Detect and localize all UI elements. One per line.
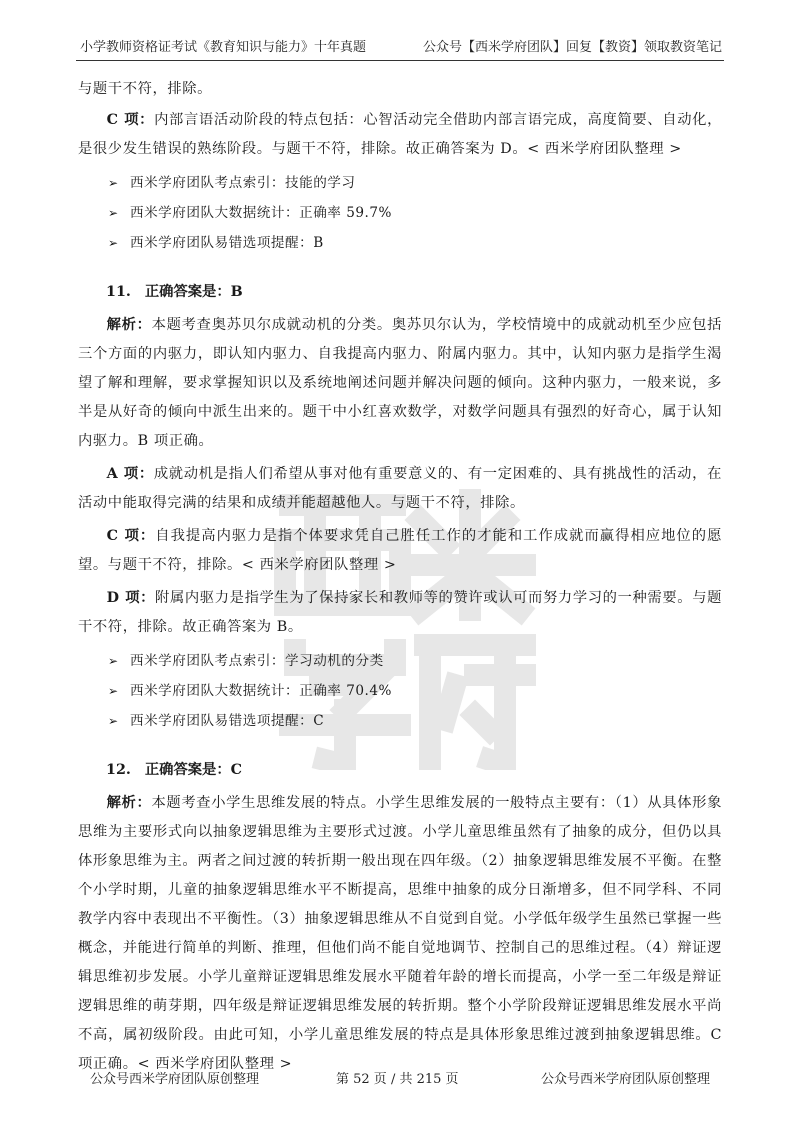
- list-item: [78, 646, 722, 676]
- q12-analysis: [78, 789, 722, 1079]
- continuation-line: 与题干不符，排除。: [78, 81, 213, 97]
- list-item-text: 西米学府团队考点索引：技能的学习: [130, 175, 356, 191]
- q11-option-c: [78, 522, 722, 580]
- arrow-bullet-icon: ➢: [108, 714, 119, 728]
- question-12-heading: [78, 756, 722, 785]
- list-item: [78, 706, 722, 736]
- option-text: 自我提高内驱力是指个体要求凭自己胜任工作的才能和工作成就而赢得相应地位的愿望。与题干不符，排除。< 西米学府团队整理 >: [78, 528, 722, 573]
- list-item-text: 西米学府团队易错选项提醒：B: [130, 235, 324, 251]
- option-label: A 项：: [106, 466, 154, 482]
- q11-notes: [78, 646, 722, 736]
- question-number: 11.: [106, 284, 131, 300]
- list-item: [78, 228, 722, 258]
- analysis-text: 本题考查奥苏贝尔成就动机的分类。奥苏贝尔认为，学校情境中的成就动机至少应包括三个方面的内驱力，即认知内驱力、自我提高内驱力、附属内驱力。其中，认知内驱力是指学生渴望了解和理解，要求掌握知识以及系统地阐述问题并解决问题的倾向。这种内驱力，一般来说，多半是从好奇的倾向中派生出来的。题干中小红喜欢数学，对数学问题具有强烈的好奇心，属于认知内驱力。B 项正确。: [78, 317, 722, 449]
- list-item: [78, 198, 722, 228]
- list-item: [78, 168, 722, 198]
- analysis-text: 本题考查小学生思维发展的特点。小学生思维发展的一般特点主要有：（1）从具体形象思维为主要形式向以抽象逻辑思维为主要形式过渡。小学儿童思维虽然有了抽象的成分，但仍以具体形象思维为主。两者之间过渡的转折期一般出现在四年级。（2）抽象逻辑思维发展不平衡。在整个小学时期，儿童的抽象逻辑思维水平不断提高，思维中抽象的成分日渐增多，但不同学科、不同教学内容中表现出不平衡性。（3）抽象逻辑思维从不自觉到自觉。小学低年级学生虽然已掌握一些概念，并能进行简单的判断、推理，但他们尚不能自觉地调节、控制自己的思维过程。（4）辩证逻辑思维初步发展。小学儿童辩证逻辑思维发展水平随着年龄的增长而提高，小学一至二年级是辩证逻辑思维的萌芽期，四年级是辩证逻辑思维发展的转折期。整个小学阶段辩证逻辑思维发展水平尚不高，属初级阶段。由此可知，小学儿童思维发展的特点是具体形象思维过渡到抽象逻辑思维。C 项正确。< 西米学府团队整理 >: [78, 795, 722, 1072]
- option-text: 附属内驱力是指学生为了保持家长和教师等的赞许或认可而努力学习的一种需要。与题干不符，排除。故正确答案为 B。: [78, 590, 723, 635]
- analysis-label: 解析：: [106, 317, 152, 333]
- arrow-bullet-icon: ➢: [108, 206, 119, 220]
- option-c-explanation: [78, 106, 722, 164]
- option-label: C 项：: [106, 112, 155, 128]
- arrow-bullet-icon: ➢: [108, 236, 119, 250]
- page-content: [78, 75, 722, 1079]
- header-promo: 公众号【西米学府团队】回复【教资】领取教资笔记: [422, 40, 722, 55]
- arrow-bullet-icon: ➢: [108, 176, 119, 190]
- analysis-label: 解析：: [106, 795, 152, 811]
- list-item-text: 西米学府团队考点索引：学习动机的分类: [130, 653, 384, 669]
- list-item-text: 西米学府团队易错选项提醒：C: [130, 713, 325, 729]
- q11-option-d: [78, 584, 722, 642]
- question-answer: 正确答案是：B: [144, 284, 243, 300]
- q11-option-a: [78, 460, 722, 518]
- option-text: 内部言语活动阶段的特点包括：心智活动完全借助内部言语完成，高度简要、自动化，是很少发生错误的熟练阶段。与题干不符，排除。故正确答案为 D。< 西米学府团队整理 >: [78, 112, 722, 157]
- footer-left: 公众号西米学府团队原创整理: [90, 1072, 260, 1087]
- question-number: 12.: [106, 762, 131, 778]
- page-number: 第 52 页 / 共 215 页: [336, 1072, 459, 1087]
- arrow-bullet-icon: ➢: [108, 654, 119, 668]
- list-item-text: 西米学府团队大数据统计：正确率 70.4%: [130, 683, 392, 699]
- question-answer: 正确答案是：C: [144, 762, 243, 778]
- list-item: [78, 676, 722, 706]
- question-11-heading: [78, 278, 722, 307]
- list-item-text: 西米学府团队大数据统计：正确率 59.7%: [130, 205, 392, 221]
- option-label: C 项：: [106, 528, 156, 544]
- page-footer: [90, 1068, 710, 1088]
- q10-notes: [78, 168, 722, 258]
- header-title: 小学教师资格证考试《教育知识与能力》十年真题: [80, 40, 367, 55]
- arrow-bullet-icon: ➢: [108, 684, 119, 698]
- page-header: [76, 38, 724, 61]
- q11-analysis: [78, 311, 722, 456]
- option-text: 成就动机是指人们希望从事对他有重要意义的、有一定困难的、具有挑战性的活动，在活动中能取得完满的结果和成绩并能超越他人。与题干不符，排除。: [78, 466, 722, 511]
- footer-right: 公众号西米学府团队原创整理: [540, 1072, 710, 1087]
- option-label: D 项：: [106, 590, 156, 606]
